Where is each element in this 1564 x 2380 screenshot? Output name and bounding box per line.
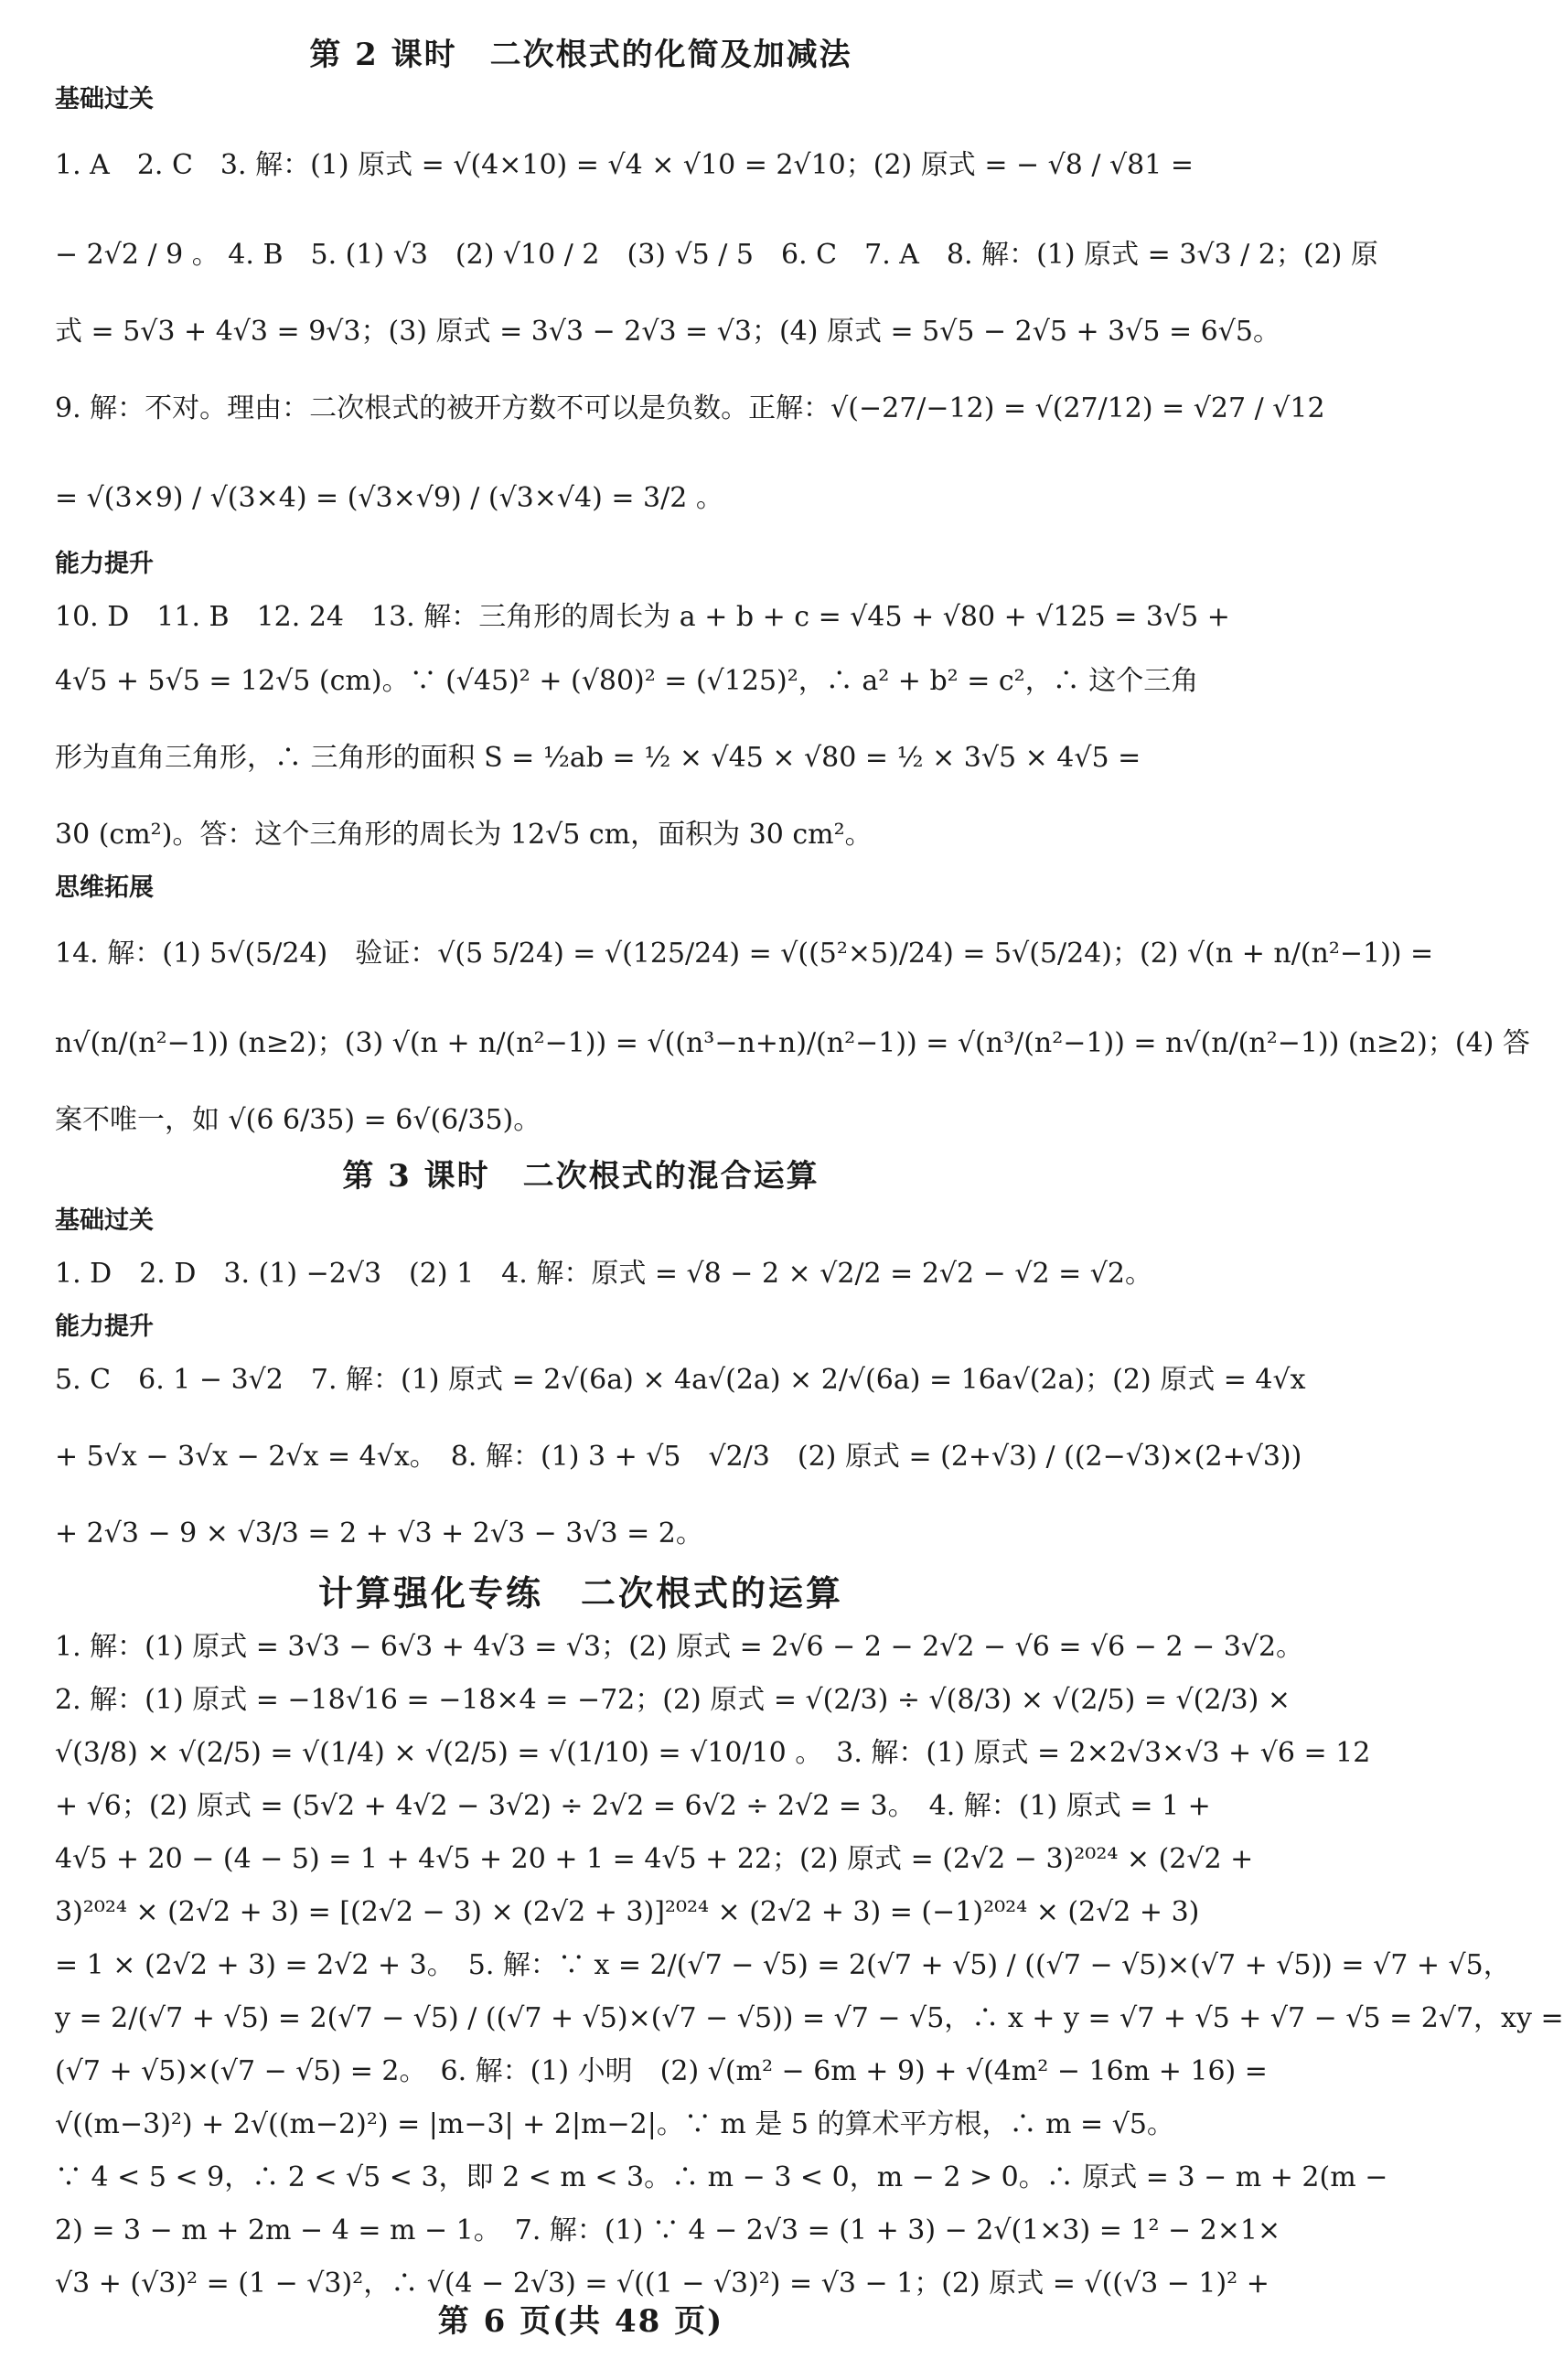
lesson2-section [0,0,1530,1152]
answer-line: ∵ 4 < 5 < 9，∴ 2 < √5 < 3，即 2 < m < 3。∴ m − 3 < 0，m − 2 > 0。∴ 原式 = 3 − m + 2(m − [55,2161,1388,2193]
lesson3-basics-heading: 基础过关 [55,1206,154,1235]
answer-line: = √(3×9) / √(3×4) = (√3×√9) / (√3×√4) = 3/2 。 [55,482,723,514]
lesson3-title: 第 3 课时 二次根式的混合运算 [342,1158,819,1195]
page-number-footer: 第 6 页(共 48 页) [437,2303,724,2340]
answer-line: n√(n/(n²−1)) (n≥2)；(3) √(n + n/(n²−1)) = √((n³−n+n)/(n²−1)) = √(n³/(n²−1)) = n√(n/(n²−1)) (n≥2)；(4) 答 [55,1027,1530,1059]
answer-line: 5. C 6. 1 − 3√2 7. 解：(1) 原式 = 2√(6a) × 4a√(2a) × 2/√(6a) = 16a√(2a)；(2) 原式 = 4√x [55,1364,1306,1396]
lesson2-title: 第 2 课时 二次根式的化简及加减法 [309,37,852,73]
lesson2-ability-heading: 能力提升 [55,550,154,578]
answer-line: 案不唯一，如 √(6 6/35) = 6√(6/35)。 [55,1104,541,1136]
answer-line: 1. D 2. D 3. (1) −2√3 (2) 1 4. 解：原式 = √8 − 2 × √2/2 = 2√2 − √2 = √2。 [55,1258,1152,1290]
answer-line: 1. 解：(1) 原式 = 3√3 − 6√3 + 4√3 = √3；(2) 原式 = 2√6 − 2 − 2√2 − √6 = √6 − 2 − 3√2。 [55,1631,1304,1663]
lesson2-basics-answers [55,121,1378,543]
lesson2-ability-answers [55,585,1230,867]
answer-line: 3)²⁰²⁴ × (2√2 + 3) = [(2√2 − 3) × (2√2 + 3)]²⁰²⁴ × (2√2 + 3) = (−1)²⁰²⁴ × (2√2 + 3) [55,1896,1200,1928]
answer-line: − 2√2 / 9 。 4. B 5. (1) √3 (2) √10 / 2 (3) √5 / 5 6. C 7. A 8. 解：(1) 原式 = 3√3 / 2；(2) 原 [55,239,1378,271]
lesson3-ability-answers [55,1348,1306,1566]
lesson2-thinking-heading: 思维拓展 [55,874,154,902]
drill-title: 计算强化专练 二次根式的运算 [317,1572,843,1613]
answer-line: + 2√3 − 9 × √3/3 = 2 + √3 + 2√3 − 3√3 = 2。 [55,1517,703,1549]
answer-line: + 5√x − 3√x − 2√x = 4√x。 8. 解：(1) 3 + √5 √2/3 (2) 原式 = (2+√3) / ((2−√3)×(2+√3)) [55,1441,1302,1473]
answer-line: √(3/8) × √(2/5) = √(1/4) × √(2/5) = √(1/10) = √10/10 。 3. 解：(1) 原式 = 2×2√3×√3 + √6 = 12 [55,1737,1371,1769]
lesson3-basics-answers [55,1242,1152,1306]
answer-line: (√7 + √5)×(√7 − √5) = 2。 6. 解：(1) 小明 (2) √(m² − 6m + 9) + √(4m² − 16m + 16) = [55,2055,1268,2087]
answer-line: 1. A 2. C 3. 解：(1) 原式 = √(4×10) = √4 × √10 = 2√10；(2) 原式 = − √8 / √81 = [55,149,1194,181]
lesson2-basics-heading: 基础过关 [55,85,154,113]
answer-line: 14. 解：(1) 5√(5/24) 验证：√(5 5/24) = √(125/24) = √((5²×5)/24) = 5√(5/24)；(2) √(n + n/(n²−1)) = [55,938,1434,970]
answer-line: = 1 × (2√2 + 3) = 2√2 + 3。 5. 解：∵ x = 2/(√7 − √5) = 2(√7 + √5) / ((√7 − √5)×(√7 + √5)) = √7 + √5， [55,1949,1511,1981]
answer-line: y = 2/(√7 + √5) = 2(√7 − √5) / ((√7 + √5)×(√7 − √5)) = √7 − √5，∴ x + y = √7 + √5 + √7 − √5 = 2√7，xy = [55,2002,1564,2034]
answer-line: 9. 解：不对。理由：二次根式的被开方数不可以是负数。正解：√(−27/−12) = √(27/12) = √27 / √12 [55,392,1325,424]
lesson2-thinking-answers [55,909,1530,1152]
answer-line: √3 + (√3)² = (1 − √3)²，∴ √(4 − 2√3) = √((1 − √3)²) = √3 − 1；(2) 原式 = √((√3 − 1)² + [55,2267,1269,2300]
answer-line: 2) = 3 − m + 2m − 4 = m − 1。 7. 解：(1) ∵ 4 − 2√3 = (1 + 3) − 2√(1×3) = 1² − 2×1× [55,2214,1281,2246]
answer-line: 2. 解：(1) 原式 = −18√16 = −18×4 = −72；(2) 原式 = √(2/3) ÷ √(8/3) × √(2/5) = √(2/3) × [55,1684,1291,1716]
answer-line: 形为直角三角形，∴ 三角形的面积 S = ½ab = ½ × √45 × √80 = ½ × 3√5 × 4√5 = [55,742,1141,774]
lesson3-ability-heading: 能力提升 [55,1313,154,1341]
answer-line: √((m−3)²) + 2√((m−2)²) = |m−3| + 2|m−2|。∵ m 是 5 的算术平方根，∴ m = √5。 [55,2108,1174,2140]
lesson3-section [0,1152,1306,1566]
answer-line: 4√5 + 20 − (4 − 5) = 1 + 4√5 + 20 + 1 = 4√5 + 22；(2) 原式 = (2√2 − 3)²⁰²⁴ × (2√2 + [55,1843,1254,1875]
drill-answers [55,1621,1564,2310]
drill-section [0,1566,1564,2310]
answer-line: + √6；(2) 原式 = (5√2 + 4√2 − 3√2) ÷ 2√2 = 6√2 ÷ 2√2 = 3。 4. 解：(1) 原式 = 1 + [55,1790,1211,1822]
answer-line: 式 = 5√3 + 4√3 = 9√3；(3) 原式 = 3√3 − 2√3 = √3；(4) 原式 = 5√5 − 2√5 + 3√5 = 6√5。 [55,316,1280,348]
answer-line: 10. D 11. B 12. 24 13. 解：三角形的周长为 a + b + c = √45 + √80 + √125 = 3√5 + [55,601,1230,633]
answer-line: 30 (cm²)。答：这个三角形的周长为 12√5 cm，面积为 30 cm²。 [55,819,873,851]
answer-line: 4√5 + 5√5 = 12√5 (cm)。∵ (√45)² + (√80)² = (√125)²，∴ a² + b² = c²，∴ 这个三角 [55,665,1199,697]
